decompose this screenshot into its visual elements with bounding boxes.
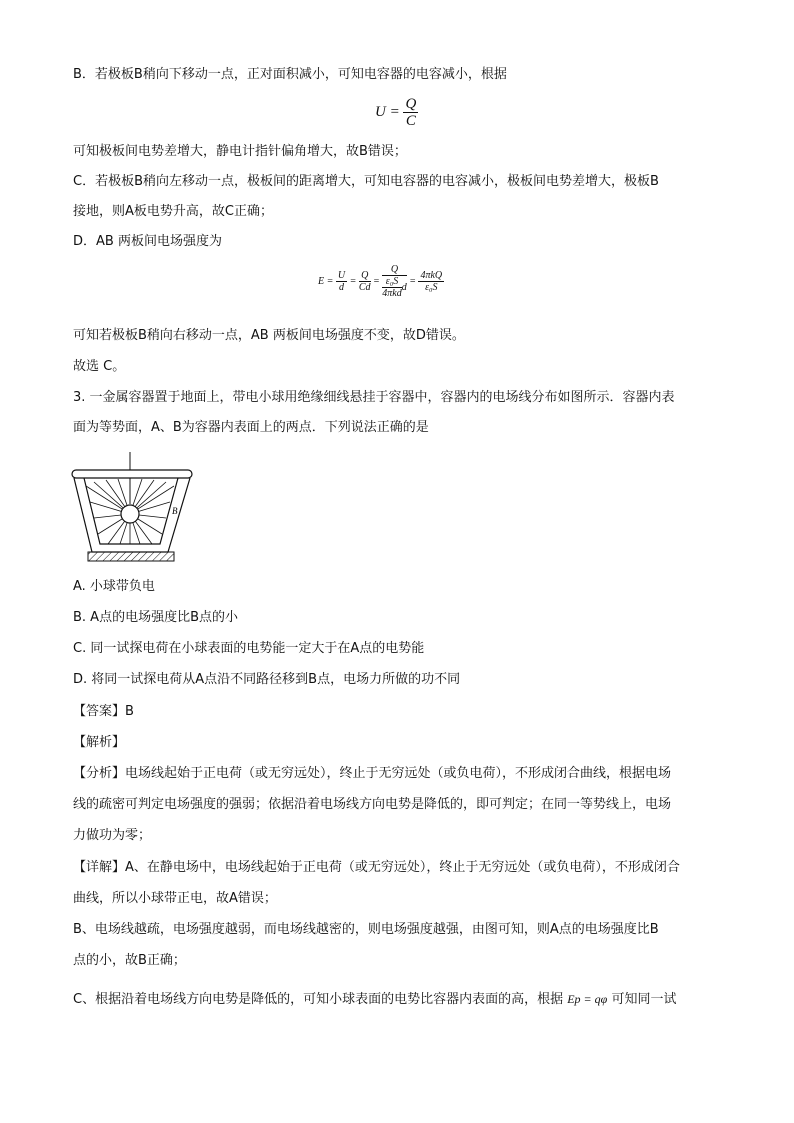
line-d-intro: D．AB 两板间电场强度为: [73, 234, 222, 249]
formula-e: E =: [318, 275, 334, 287]
xiangjie-line2: 曲线，所以小球带正电，故A错误；: [73, 891, 277, 906]
answer-line: [73, 703, 134, 721]
fenxi-line2: 线的疏密可判定电场强度的强弱；依据沿着电场线方向电势是降低的，即可判定；在同一等势线上，电场: [73, 797, 672, 812]
analysis-label: 【解析】: [73, 735, 126, 750]
line-choose: 故选 C。: [73, 359, 126, 374]
fenxi-line3: 力做功为零；: [73, 828, 152, 843]
equals-sign: =: [349, 275, 357, 287]
line-b-result: 可知极板间电势差增大，静电计指针偏角增大，故B错误；: [73, 144, 407, 159]
question-3-line2: 面为等势面，A、B为容器内表面上的两点．下列说法正确的是: [73, 420, 429, 435]
option-a: A. 小球带负电: [73, 579, 155, 594]
line-c1: C．若极板B稍向左移动一点，极板间的距离增大，可知电容器的电容减小，极板间电势差增大，极板B: [73, 174, 659, 189]
line-c2: 接地，则A板电势升高，故C正确；: [73, 204, 273, 219]
formula-field-strength: [318, 264, 444, 299]
formula-potential-energy: Ep = qφ: [567, 992, 608, 1006]
fraction-compound-den: [382, 276, 406, 299]
fenxi-text1: 电场线起始于正电荷（或无穷远处），终止于无穷远处（或负电荷），不形成闭合曲线，根据电场: [125, 766, 672, 781]
line-b-intro: B．若极板B稍向下移动一点，正对面积减小，可知电容器的电容减小，根据: [73, 67, 507, 82]
container-rim: [72, 470, 192, 478]
xiangjie-line3: B、电场线越疏，电场强度越弱，而电场线越密的，则电场强度越强，由图可知，则A点的电场强度比B: [73, 922, 659, 937]
fraction-q-cd-num: Q: [359, 270, 371, 282]
formula-numerator: Q: [405, 96, 417, 112]
equals-sign: =: [373, 275, 380, 287]
ground-base: [88, 552, 174, 561]
fraction-u-d: [336, 270, 347, 293]
inner-fraction-den: 4πkd: [382, 288, 402, 299]
fraction-final-num: 4πkQ: [420, 270, 443, 281]
xiangjie-text1: A、在静电场中，电场线起始于正电荷（或无穷远处），终止于无穷远处（或负电荷），不形成闭合: [125, 860, 680, 875]
container-field-figure: [70, 452, 196, 564]
fraction-q-cd: [359, 270, 371, 293]
question-3-line1: 3. 一金属容器置于地面上，带电小球用绝缘细线悬挂于容器中，容器内的电场线分布如图所示．容器内表: [73, 390, 675, 405]
fraction-final-den: ε₀S: [425, 282, 438, 293]
inner-fraction-num: ε₀S: [382, 276, 401, 288]
fraction-compound: [382, 264, 406, 299]
point-a-label: B: [172, 506, 178, 516]
formula-denominator: C: [405, 113, 416, 129]
formula-capacitance: [375, 96, 418, 129]
fenxi-line1: [73, 765, 671, 783]
fraction-q-cd-den: Cd: [358, 282, 371, 293]
xiangjie-text5b: 可知同一试: [611, 992, 677, 1007]
inner-tail: d: [401, 281, 407, 293]
xiangjie-label: 【详解】: [73, 860, 126, 875]
xiangjie-text5a: C、根据沿着电场线方向电势是降低的，可知小球表面的电势比容器内表面的高，根据: [73, 992, 564, 1007]
fraction-u-d-num: U: [337, 270, 346, 281]
inner-fraction: [382, 276, 401, 299]
answer-label: 【答案】: [73, 704, 126, 719]
xiangjie-line5: [73, 990, 676, 1009]
option-c: C. 同一试探电荷在小球表面的电势能一定大于在A点的电势能: [73, 641, 425, 656]
fenxi-label: 【分析】: [73, 766, 126, 781]
xiangjie-line1: [73, 859, 680, 877]
fraction-compound-num: Q: [382, 264, 406, 276]
option-b: B. A点的电场强度比B点的小: [73, 610, 238, 625]
answer-value: B: [125, 704, 134, 719]
option-d: D. 将同一试探电荷从A点沿不同路径移到B点，电场力所做的功不同: [73, 672, 461, 687]
formula-lhs: U =: [375, 103, 400, 120]
equals-sign: =: [409, 275, 416, 287]
fraction-final: [418, 270, 444, 293]
charged-ball: [121, 505, 139, 523]
xiangjie-line4: 点的小，故B正确；: [73, 953, 186, 968]
formula-fraction: [403, 96, 418, 129]
line-d-result: 可知若极板B稍向右移动一点，AB 两板间电场强度不变，故D错误。: [73, 328, 465, 343]
fraction-u-d-den: d: [338, 282, 344, 293]
